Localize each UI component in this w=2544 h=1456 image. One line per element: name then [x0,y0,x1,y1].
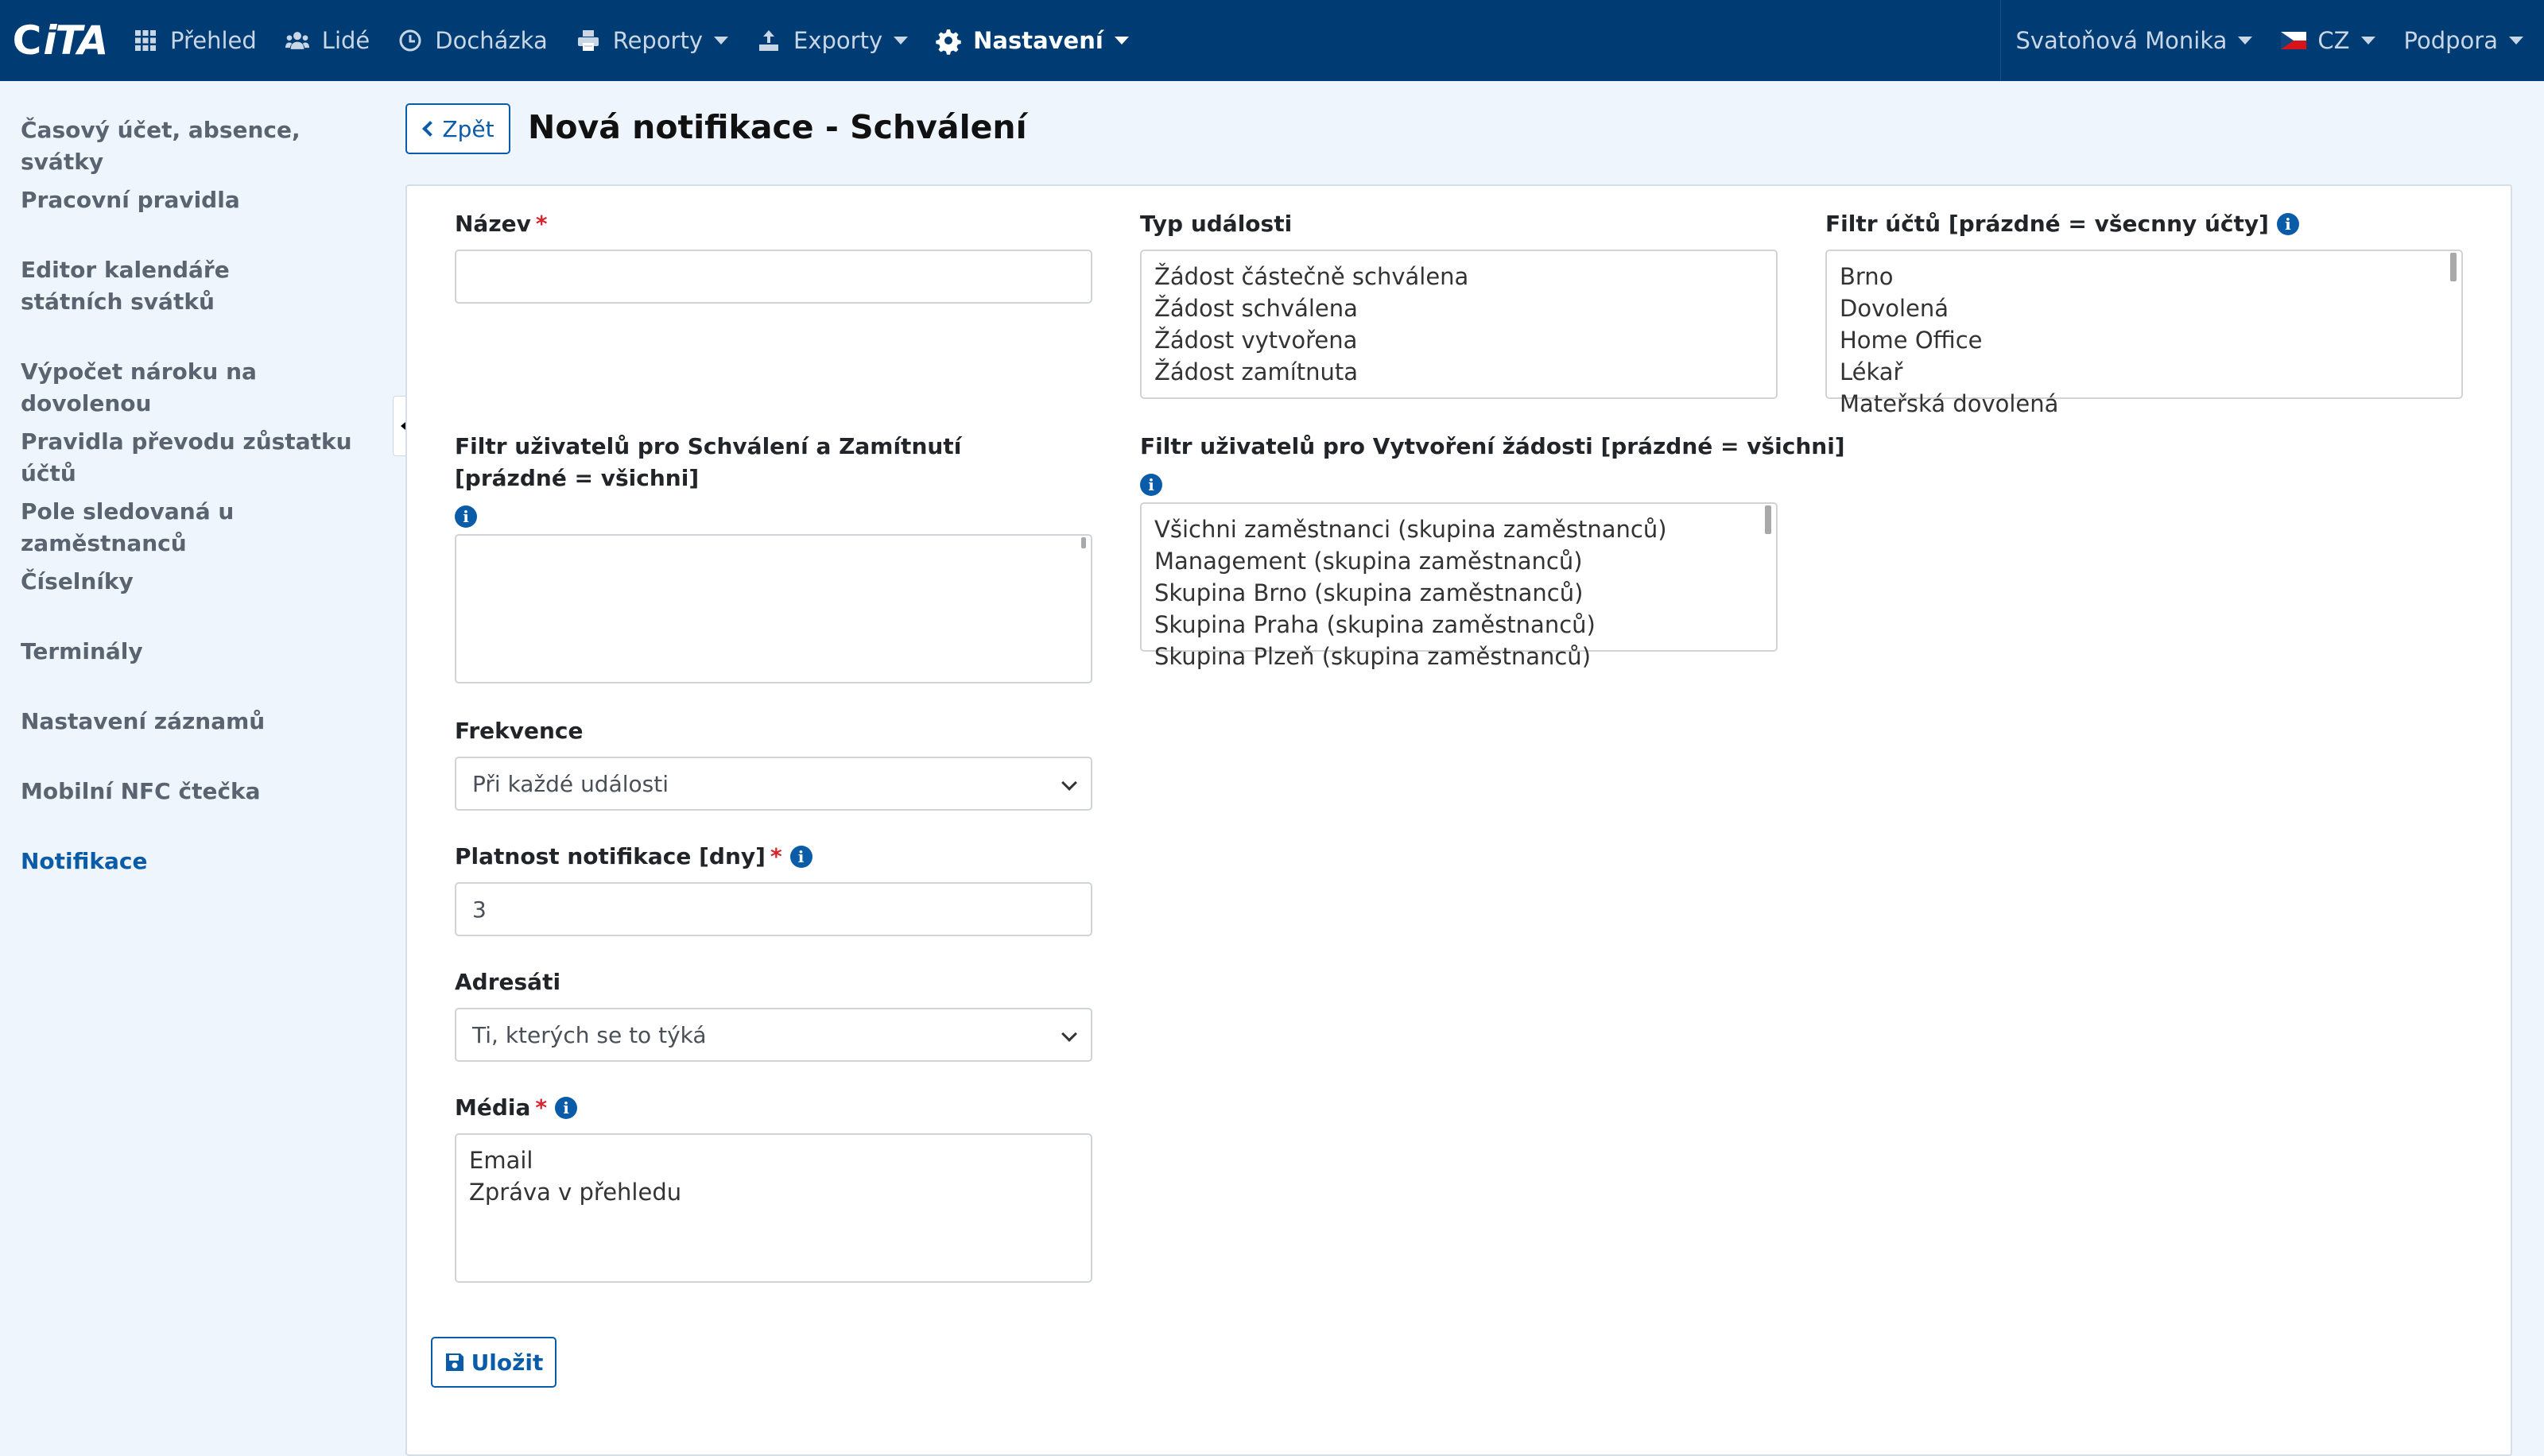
frequency-select[interactable] [455,757,1092,811]
sidebar-item-nfc-reader[interactable]: Mobilní NFC čtečka [21,778,261,804]
required-marker: * [535,211,548,237]
media-listbox[interactable] [455,1133,1092,1283]
nav-item-label: Lidé [321,27,370,54]
list-item[interactable]: Skupina Brno (skupina zaměstnanců) [1154,579,1584,606]
info-icon[interactable]: i [1140,474,1162,496]
validity-label [455,841,812,873]
event-type-listbox[interactable] [1140,250,1778,399]
gear-icon [937,29,960,52]
name-input[interactable] [455,250,1092,304]
nav-item-lide[interactable] [271,0,384,81]
sidebar-item-holiday-calendar[interactable]: Editor kalendáře státních svátků [21,257,230,315]
info-icon[interactable]: i [790,846,812,868]
print-icon [576,29,600,52]
recipients-label: Adresáti [455,969,561,995]
media-label-text: Média [455,1094,531,1121]
sidebar-item-work-rules[interactable]: Pracovní pravidla [21,187,240,213]
nav-item-reporty[interactable] [562,0,743,81]
info-icon[interactable]: i [555,1097,577,1119]
support-label: Podpora [2403,27,2498,54]
account-filter-label [1825,208,2299,240]
list-item[interactable]: Email [469,1147,533,1174]
list-item[interactable]: Žádost vytvořena [1154,327,1358,354]
approve-user-filter-label-line2: [prázdné = všichni] [455,465,700,491]
save-button-label: Uložit [471,1349,544,1376]
chevron-down-icon [714,37,728,45]
back-button-label: Zpět [442,115,494,142]
chevron-down-icon [1061,775,1077,791]
account-filter-label-text: Filtr účtů [prázdné = všecnny účty] [1825,211,2269,237]
name-label [455,208,548,240]
chevron-down-icon [1061,1026,1077,1042]
list-item[interactable]: Žádost částečně schválena [1154,263,1469,290]
list-item[interactable]: Skupina Praha (skupina zaměstnanců) [1154,611,1596,638]
validity-days-input[interactable]: 3 [455,882,1092,936]
save-button[interactable] [431,1337,556,1388]
frequency-label: Frekvence [455,718,584,744]
list-item[interactable]: Dovolená [1840,295,1949,322]
sidebar-item-time-account[interactable]: Časový účet, absence, svátky [21,117,301,175]
back-button[interactable] [405,103,510,154]
create-user-filter-label: Filtr uživatelů pro Vytvoření žádosti [prázdné = všichni] [1140,433,1845,459]
list-item[interactable]: Žádost schválena [1154,295,1358,322]
list-item[interactable]: Home Office [1840,327,1983,354]
listbox-scrollbar[interactable] [1081,537,1086,548]
account-filter-listbox[interactable] [1825,250,2463,417]
floppy-disk-icon [444,1352,465,1373]
settings-sidebar [0,81,398,1431]
info-icon[interactable]: i [2277,213,2299,235]
app-logo[interactable] [0,0,119,81]
list-item[interactable]: Žádost zamítnuta [1154,358,1359,385]
recipients-select-value: Ti, kterých se to týká [472,1021,707,1048]
list-item[interactable]: Zpráva v přehledu [469,1179,682,1206]
approve-user-filter-label [455,431,961,494]
list-item[interactable]: Mateřská dovolená [1840,390,2059,417]
list-item[interactable]: Všichni zaměstnanci (skupina zaměstnanců) [1154,516,1667,543]
export-icon [757,29,781,52]
navbar-right [2000,0,2544,81]
info-icon[interactable]: i [455,505,477,528]
user-menu[interactable] [2001,0,2267,81]
sidebar-item-terminals[interactable]: Terminály [21,638,143,664]
nav-item-label: Docházka [435,27,548,54]
sidebar-item-codebooks[interactable]: Číselníky [21,568,134,594]
sidebar-item-vacation-calc[interactable]: Výpočet nároku na dovolenou [21,358,257,416]
list-item[interactable]: Lékař [1840,358,1903,385]
language-menu[interactable] [2267,0,2389,81]
sidebar-item-balance-transfer[interactable]: Pravidla převodu zůstatku účtů [21,428,352,486]
main-nav [119,0,1143,81]
grid-icon [134,29,157,52]
list-item[interactable]: Skupina Plzeň (skupina zaměstnanců) [1154,643,1592,670]
top-navbar [0,0,2544,81]
nav-item-label: Reporty [612,27,704,54]
support-menu[interactable] [2390,0,2544,81]
logo-text: iTA [43,17,107,64]
logo-c-mark: C [12,17,41,64]
sidebar-item-notifications[interactable]: Notifikace [21,848,148,874]
listbox-scrollbar[interactable] [1765,505,1771,534]
validity-label-text: Platnost notifikace [dny] [455,843,766,869]
chevron-left-icon [423,121,439,137]
users-icon [285,29,309,52]
user-name: Svatoňová Monika [2015,27,2228,54]
name-label-text: Název [455,211,531,237]
create-user-filter-listbox[interactable] [1140,502,1778,670]
nav-item-label: Exporty [793,27,883,54]
chevron-down-icon [894,37,908,45]
chevron-down-icon [2509,37,2523,45]
nav-item-label: Nastavení [973,27,1103,54]
sidebar-item-record-settings[interactable]: Nastavení záznamů [21,708,266,734]
nav-item-exporty[interactable] [743,0,922,81]
czech-flag-icon [2281,32,2306,49]
page-title: Nová notifikace - Schválení [528,108,1027,146]
recipients-select[interactable] [455,1008,1092,1062]
nav-item-nastaveni[interactable] [922,0,1143,81]
required-marker: * [770,843,782,869]
sidebar-item-employee-fields[interactable]: Pole sledovaná u zaměstnanců [21,498,235,556]
clock-icon [398,29,422,52]
listbox-scrollbar[interactable] [2450,253,2457,281]
nav-item-dochazka[interactable] [384,0,561,81]
nav-item-label: Přehled [170,27,257,54]
chevron-down-icon [2238,37,2252,45]
media-label [455,1092,577,1124]
approve-user-filter-label-line1: Filtr uživatelů pro Schválení a Zamítnutí [455,433,962,459]
approve-user-filter-listbox[interactable] [455,534,1092,683]
event-type-label: Typ události [1140,211,1293,237]
language-code: CZ [2317,27,2350,54]
required-marker: * [535,1094,548,1121]
list-item[interactable]: Brno [1840,263,1894,290]
nav-item-prehled[interactable] [119,0,271,81]
frequency-select-value: Při každé události [472,770,669,797]
chevron-down-icon [1115,37,1129,45]
list-item[interactable]: Management (skupina zaměstnanců) [1154,548,1583,575]
chevron-down-icon [2361,37,2375,45]
